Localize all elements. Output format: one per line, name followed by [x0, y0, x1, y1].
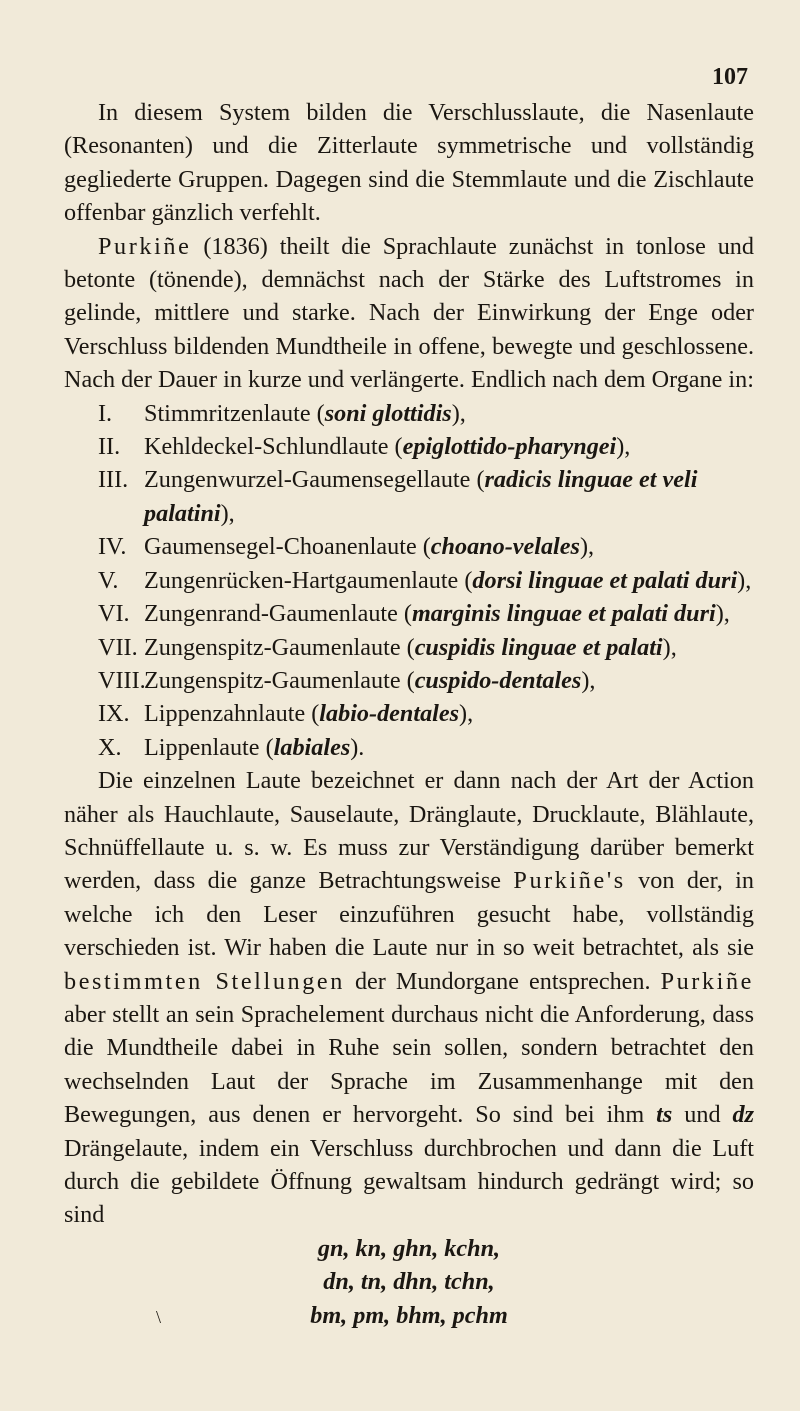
list-latin: soni glottidis [324, 399, 452, 427]
list-number: VIII. [98, 666, 146, 694]
list-end: ), [579, 533, 595, 561]
list-end: ), [220, 499, 235, 527]
list-label: Gaumensegel-Choanenlaute [144, 533, 417, 561]
body-text [64, 96, 754, 1332]
list-item: X. Lippenlaute (labiales). [98, 731, 754, 764]
list-label: Kehldeckel-Schlundlaute [144, 433, 389, 461]
author-name: Purkiñe's [513, 867, 626, 895]
list-label: Lippenlaute [144, 733, 260, 761]
list-latin: labio-dentales [319, 700, 460, 728]
list-label: Stimmritzenlaute [144, 399, 311, 427]
list-end: ), [459, 700, 474, 728]
sound-ts: ts [656, 1101, 673, 1129]
list-item: IV. Gaumensegel-Choanenlaute (choano-velales), [98, 530, 754, 563]
paragraph-3-text-4: aber stellt an sein Sprachelement durchaus nicht die Anforderung, dass die Mundtheile dabei in Ruhe sein sollen, sondern betrachtet den wechselnden Laut der Sprache im Zusammenhange mit den Bewegungen, aus denen er hervorgeht. So sind bei ihm [64, 1000, 754, 1129]
list-item: III. Zungenwurzel-Gaumensegellaute (radicis linguae et veli palatini), [98, 463, 754, 530]
list-number: IV. [98, 533, 127, 561]
list-label: Zungenwurzel-Gaumensegellaute [144, 466, 471, 494]
list-label: Lippenzahnlaute [144, 700, 306, 728]
author-name: Purkiñe [98, 232, 192, 260]
list-end: ), [662, 633, 677, 661]
combo-line: dn, tn, dhn, tchn, [323, 1268, 495, 1296]
list-label: Zungenspitz-Gaumenlaute [144, 666, 401, 694]
page-number: 107 [712, 64, 748, 90]
list-item: I. Stimmritzenlaute (soni glottidis), [98, 397, 754, 430]
list-latin: cuspidis linguae et palati [414, 633, 663, 661]
list-end: ), [451, 399, 466, 427]
list-number: VI. [98, 600, 130, 628]
sound-dz: dz [732, 1101, 755, 1129]
combo-line: gn, kn, ghn, kchn, [317, 1234, 501, 1262]
list-label: Zungenrand-Gaumenlaute [144, 600, 398, 628]
list-end: ), [715, 600, 730, 628]
author-name: Purkiñe [660, 967, 755, 995]
sound-combinations [64, 1232, 754, 1332]
list-number: V. [98, 566, 119, 594]
list-item: VIII.Zungenspitz-Gaumenlaute (cuspido-dentales), [98, 664, 754, 697]
list-item: VII. Zungenspitz-Gaumenlaute (cuspidis linguae et palati), [98, 631, 754, 664]
list-latin: cuspido-dentales [414, 666, 582, 694]
list-number: X. [98, 733, 122, 761]
paragraph-3-text-1: Die einzelnen Laute bezeichnet er dann nach der Art der Action näher als Hauchlaute, Sauselaute, Dränglaute, Drucklaute, Blählaute, Schnüffellaute u. s. w. Es muss zur Verständigung darüber bemerkt werden, dass die ganze Betrachtungsweise [64, 767, 754, 895]
paragraph-3-text-2: von der, in welche ich den Leser einzuführen gesucht habe, vollständig verschieden ist. Wir haben die Laute nur in so weit betrachtet, als sie [64, 867, 754, 962]
list-item: IX. Lippenzahnlaute (labio-dentales), [98, 697, 754, 730]
list-item: V. Zungenrücken-Hartgaumenlaute (dorsi linguae et palati duri), [98, 564, 754, 597]
paragraph-2 [64, 230, 754, 397]
list-latin: choano-velales [430, 533, 580, 561]
list-number: III. [98, 466, 129, 494]
list-label: Zungenrücken-Hartgaumenlaute [144, 566, 459, 594]
margin-mark: \ [156, 1307, 162, 1327]
paragraph-3-text-5: und [672, 1101, 733, 1129]
list-item: II. Kehldeckel-Schlundlaute (epiglottido-pharyngei), [98, 430, 754, 463]
list-label: Zungenspitz-Gaumenlaute [144, 633, 401, 661]
list-latin: marginis linguae et palati duri [411, 600, 716, 628]
list-end: ), [616, 433, 631, 461]
list-end: ). [350, 733, 365, 761]
list-number: II. [98, 433, 121, 461]
list-end: ), [581, 666, 596, 694]
list-item: VI. Zungenrand-Gaumenlaute (marginis linguae et palati duri), [98, 597, 754, 630]
list-latin: dorsi linguae et palati duri [472, 566, 738, 594]
organ-list [64, 397, 754, 764]
list-latin: epiglottido-pharyngei [402, 433, 617, 461]
paragraph-3-text-6: Drängelaute, indem ein Verschluss durchbrochen und dann die Luft durch die gebildete Öffnung gewaltsam hindurch gedrängt wird; so sind [64, 1134, 754, 1229]
combo-line: bm, pm, bhm, pchm [310, 1301, 508, 1329]
paragraph-3 [64, 764, 754, 1232]
list-latin: radicis linguae et veli palatini [144, 466, 698, 527]
list-number: IX. [98, 700, 130, 728]
paragraph-1: In diesem System bilden die Verschlusslaute, die Nasenlaute (Resonanten) und die Zitterlaute symmetrische und vollständig gegliederte Gruppen. Dagegen sind die Stemmlaute und die Zischlaute offenbar gänzlich verfehlt. [64, 99, 754, 227]
emphasis-text: bestimmten Stellungen [64, 967, 345, 995]
list-end: ), [737, 566, 752, 594]
paragraph-2-text: (1836) theilt die Sprachlaute zunächst in tonlose und betonte (tönende), demnächst nach der Stärke des Luftstromes in gelinde, mittlere und starke. Nach der Einwirkung der Enge oder Verschluss bildenden Mundtheile in offene, bewegte und geschlossene. Nach der Dauer in kurze und verlängerte. Endlich nach dem Organe in: [64, 232, 754, 394]
paragraph-3-text-3: der Mundorgane entsprechen. [344, 967, 661, 995]
list-number: I. [98, 399, 113, 427]
list-number: VII. [98, 633, 138, 661]
list-latin: labiales [273, 733, 351, 761]
